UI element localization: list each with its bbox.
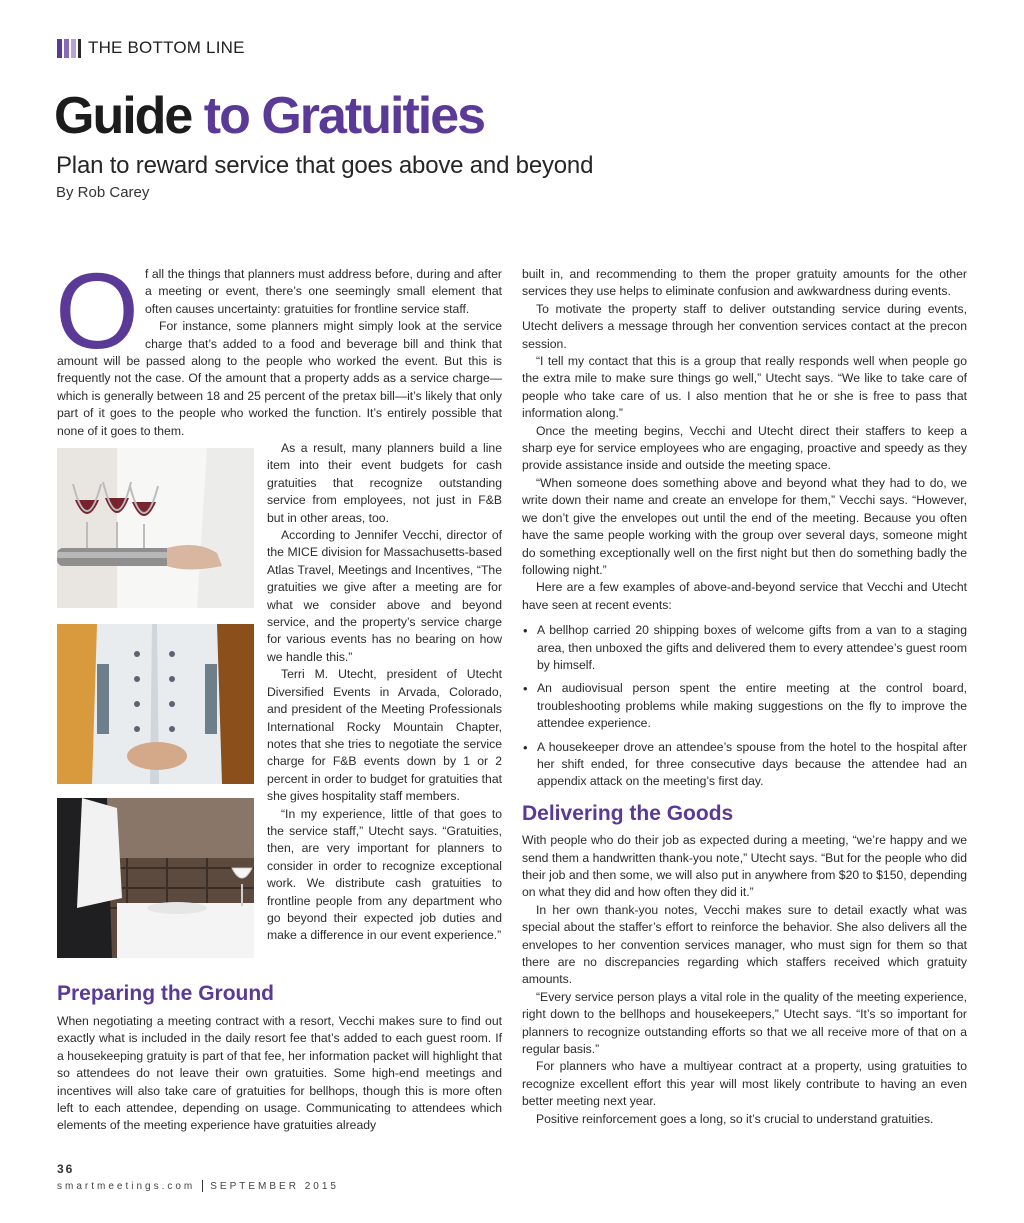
footer-divider — [202, 1180, 203, 1192]
title-accent: to Gratuities — [203, 87, 485, 145]
right-paragraph-6: Here are a few examples of above-and-beyond service that Vecchi and Utecht have seen at recent events: — [522, 580, 967, 612]
right-paragraph-3: “I tell my contact that this is a group that really responds well when people go the extra mile to make sure things go well,” Utecht says. “We like to take care of people who take care of us. I also mention that he or she is free to pass that information along.” — [522, 354, 967, 421]
heading-preparing-the-ground: Preparing the Ground — [57, 982, 275, 1005]
article-subtitle: Plan to reward service that goes above and beyond — [56, 152, 594, 179]
byline: By Rob Carey — [56, 184, 150, 201]
right-paragraph-1: built in, and recommending to them the proper gratuity amounts for the other services they use helps to eliminate confusion and awkwardness during events. — [522, 267, 967, 299]
footer-issue: SEPTEMBER 2015 — [210, 1180, 339, 1192]
goods-paragraph-4: For planners who have a multiyear contract at a property, using gratuities to recognize excellent effort this year will most likely contribute to having an even better meeting next year. — [522, 1059, 967, 1109]
list-item: • A bellhop carried 20 shipping boxes of welcome gifts from a van to a staging area, then unboxed the gifts and delivered them to every attendee’s guest room by himself. — [522, 622, 967, 674]
section-label — [57, 38, 245, 58]
goods-paragraph-1: With people who do their job as expected during a meeting, “we’re happy and we send them a handwritten thank-you note,” Utecht says. “But for the people who did their job and then some, we will also put in anywhere from $20 to $150, depending on what they did and how often they did it.” — [522, 833, 967, 900]
page-number: 36 — [57, 1162, 75, 1176]
photo-column — [57, 448, 254, 972]
intro-paragraph-1: f all the things that planners must address before, during and after a meeting or event, there’s one seemingly small element that often causes uncertainty: gratuities for frontline service staff. — [145, 267, 502, 316]
right-paragraph-5: “When someone does something above and beyond what they had to do, we write down their name and create an envelope for them,” Vecchi says. “However, we don’t give the envelopes out until the end of the meeting. Because you often have the same people working with the group over several days, someone might do something exceptionally well on the first night but then do something badly the following night.” — [522, 475, 967, 577]
prep-section — [57, 1013, 502, 1135]
narrow-column — [267, 440, 502, 945]
prep-paragraph-1: When negotiating a meeting contract with a resort, Vecchi makes sure to find out exactly what is included in the daily resort fee that’s added to each guest room. If a housekeeping gratuity is part of that fee, her information packet will highlight that so attendees do not leave their own gratuities. Some high-end meetings and incentives will also take care of gratuities for bellhops, though this is more often left to each attendee, depending on usage. Communicating to attendees which elements of the meeting experience have gratuities already — [57, 1014, 502, 1133]
photo-table-setting — [57, 798, 254, 958]
title-dark: Guide — [54, 87, 204, 145]
right-paragraph-4: Once the meeting begins, Vecchi and Utecht direct their staffers to keep a sharp eye for service employees who are engaging, proactive and speedy as they provide assistance inside and outside the meeting space. — [522, 423, 967, 473]
footer-site: smartmeetings.com — [57, 1180, 196, 1192]
photo-waiter-wine-tray — [57, 448, 254, 608]
right-paragraph-2: To motivate the property staff to deliver outstanding service during events, Utecht delivers a message through her convention services contact at the precon session. — [522, 301, 967, 351]
narrow-paragraph-2: According to Jennifer Vecchi, director of the MICE division for Massachusetts-based Atlas Travel, Meetings and Incentives, “The gratuities we give after a meeting are for what we consider above and beyond service, and the property’s service charge for various events has no bearing on how we handle this.” — [267, 528, 502, 664]
section-name: THE BOTTOM LINE — [88, 38, 245, 57]
list-item: • An audiovisual person spent the entire meeting at the control board, troubleshooting problems while making suggestions on the fly to improve the attendee experience. — [522, 680, 967, 732]
photo-staff-uniform — [57, 624, 254, 784]
intro-column — [55, 250, 502, 440]
right-column — [522, 266, 967, 1128]
section-bars-icon — [57, 39, 81, 58]
examples-list — [522, 622, 967, 791]
list-item: • A housekeeper drove an attendee’s spouse from the hotel to the hospital after her shift ended, for three consecutive days because the attendee had an appendix attack on the meeting’s first day. — [522, 739, 967, 791]
goods-paragraph-2: In her own thank-you notes, Vecchi makes sure to detail exactly what was special about the staffer’s effort to reinforce the behavior. She also delivers all the envelopes to her convention services manager, who must sign for them so that there are no discrepancies regarding which staffers received which gratuity amounts. — [522, 902, 967, 987]
goods-paragraph-5: Positive reinforcement goes a long, so it’s crucial to understand gratuities. — [536, 1111, 934, 1126]
heading-delivering-the-goods: Delivering the Goods — [522, 801, 734, 825]
narrow-paragraph-1: As a result, many planners build a line item into their event budgets for cash gratuities that recognize outstanding service from employees, not just in F&B but in other areas, too. — [267, 441, 502, 525]
intro-paragraph-2: For instance, some planners might simply look at the service charge that’s added to a food and beverage bill and think that amount will be passed along to the people who worked the event. But this is frequently not the case. Of the amount that a property adds as a service charge—which is generally between 18 and 25 percent of the pretax bill—it’s likely that only part of it goes to the people who worked the function. It’s entirely possible that none of it goes to them. — [57, 319, 502, 438]
article-title — [54, 88, 484, 145]
drop-cap: O — [55, 250, 140, 371]
footer — [57, 1180, 339, 1192]
goods-paragraph-3: “Every service person plays a vital role in the quality of the meeting experience, right down to the bellhops and housekeepers,” Utecht says. “It’s so important for planners to recognize outstanding efforts so that we all receive more of that on a regular basis.” — [522, 989, 967, 1057]
narrow-paragraph-3: Terri M. Utecht, president of Utecht Diversified Events in Arvada, Colorado, and president of the Meeting Professionals International Rocky Mountain Chapter, notes that she tries to negotiate the service charge for F&B events down by 1 or 2 percent in order to budget for gratuities that she gives hospitality staff members. — [267, 667, 502, 804]
narrow-paragraph-4: “In my experience, little of that goes to the service staff,” Utecht says. “Gratuities, then, are very important for planners to consider in order to recognize exceptional work. We distribute cash gratuities to frontline people from any department who go beyond their expected job duties and make a difference in our event experience.” — [267, 806, 502, 943]
